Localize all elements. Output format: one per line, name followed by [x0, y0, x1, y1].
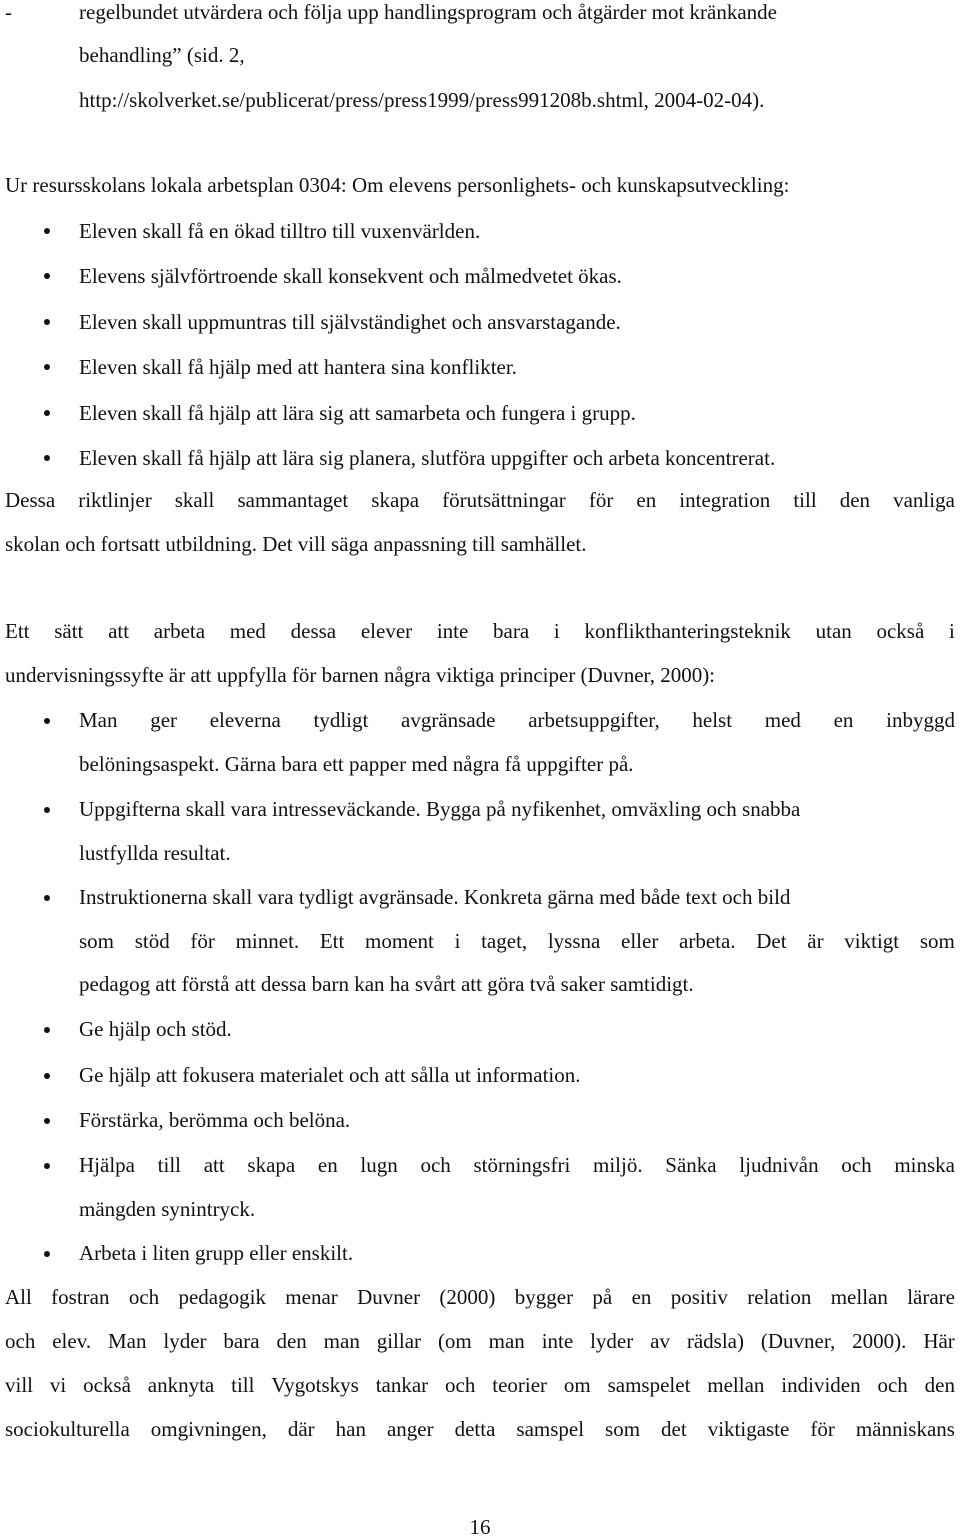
word: vill: [5, 1373, 34, 1397]
word: stöd: [134, 929, 170, 953]
justified-text: [79, 708, 955, 732]
word: gillar: [376, 1329, 422, 1353]
word: han: [335, 1417, 366, 1441]
word: för: [190, 929, 215, 953]
word: eller: [621, 929, 659, 953]
word: det: [661, 1417, 687, 1441]
word: lyder: [590, 1329, 634, 1353]
word: en: [631, 1285, 652, 1309]
word: elever: [360, 619, 413, 643]
word: 2000).: [852, 1329, 907, 1353]
word: som: [605, 1417, 641, 1441]
word: elev.: [52, 1329, 92, 1353]
list-item-line: pedagog att förstå att dessa barn kan ha svårt att göra två saker samtidigt.: [79, 972, 694, 996]
list-item-line: mängden synintryck.: [79, 1197, 256, 1221]
word: avgränsade: [401, 708, 496, 732]
bullet-icon: [44, 895, 50, 901]
word: till: [157, 1153, 182, 1177]
word: en: [636, 488, 657, 512]
word: för: [810, 1417, 835, 1441]
word: och: [5, 1329, 36, 1353]
list-item-line: Arbeta i liten grupp eller enskilt.: [79, 1241, 354, 1265]
list-item: Eleven skall få hjälp att lära sig att samarbeta och fungera i grupp.: [79, 401, 636, 425]
word: konflikthanteringsteknik: [584, 619, 791, 643]
justified-text: [5, 1417, 955, 1441]
word: (Duvner,: [760, 1329, 836, 1353]
word: Sänka: [665, 1153, 717, 1177]
word: helst: [692, 708, 733, 732]
word: förutsättningar: [442, 488, 566, 512]
word: mellan: [707, 1373, 765, 1397]
list-item: Eleven skall få hjälp med att hantera sina konflikter.: [79, 355, 517, 379]
bullet-icon: [44, 228, 50, 234]
word: den: [924, 1373, 955, 1397]
word: Man: [79, 708, 118, 732]
word: individen: [781, 1373, 861, 1397]
word: i: [454, 929, 461, 953]
word: mellan: [830, 1285, 888, 1309]
word: och: [841, 1153, 872, 1177]
word: lugn: [360, 1153, 398, 1177]
list-item: Eleven skall uppmuntras till självständighet och ansvarstagande.: [79, 310, 621, 334]
word: sätt: [54, 619, 84, 643]
text-line: regelbundet utvärdera och följa upp handlingsprogram och åtgärder mot kränkande: [79, 0, 777, 24]
word: tankar: [375, 1373, 429, 1397]
word: och: [420, 1153, 451, 1177]
justified-text: [79, 1153, 955, 1177]
justified-text: [79, 929, 955, 953]
word: Vygotskys: [271, 1373, 359, 1397]
paragraph-line: [5, 619, 955, 643]
word: av: [650, 1329, 670, 1353]
word: också: [83, 1373, 131, 1397]
word: ger: [150, 708, 178, 732]
list-item-line: [79, 708, 955, 732]
word: på: [592, 1285, 613, 1309]
word: relation: [747, 1285, 812, 1309]
list-item-line: [79, 1153, 955, 1177]
page-number: 16: [469, 1515, 491, 1539]
bullet-icon: [44, 319, 50, 325]
word: en: [317, 1153, 338, 1177]
word: Ett: [319, 929, 345, 953]
word: samspelet: [607, 1373, 691, 1397]
list-item-line: lustfyllda resultat.: [79, 841, 231, 865]
word: All: [5, 1285, 32, 1309]
list-item-line: belöningsaspekt. Gärna bara ett papper med några få uppgifter på.: [79, 752, 634, 776]
bullet-icon: [44, 718, 50, 724]
bullet-icon: [44, 1073, 50, 1079]
word: skapa: [247, 1153, 296, 1177]
bullet-icon: [44, 807, 50, 813]
list-item: Eleven skall få hjälp att lära sig planera, slutföra uppgifter och arbeta koncentrerat.: [79, 446, 776, 470]
word: i: [553, 619, 560, 643]
word: vi: [49, 1373, 67, 1397]
word: inbyggd: [886, 708, 955, 732]
word: störningsfri: [473, 1153, 571, 1177]
word: för: [588, 488, 614, 512]
word: och: [128, 1285, 160, 1309]
word: anger: [386, 1417, 434, 1441]
word: teorier: [492, 1373, 548, 1397]
word: arbeta.: [679, 929, 736, 953]
bullet-icon: [44, 1027, 50, 1033]
section-intro: Ur resursskolans lokala arbetsplan 0304: Om elevens personlighets- och kunskapsutveckling:: [5, 173, 790, 197]
word: (om: [437, 1329, 472, 1353]
word: den: [276, 1329, 307, 1353]
word: ljudnivån: [739, 1153, 819, 1177]
word: menar: [285, 1285, 338, 1309]
list-item-line: Ge hjälp och stöd.: [79, 1017, 232, 1041]
justified-text: [5, 488, 955, 512]
list-item: Elevens självförtroende skall konsekvent och målmedvetet ökas.: [79, 264, 622, 288]
dash-marker: -: [5, 0, 12, 24]
word: att: [203, 1153, 225, 1177]
bullet-icon: [44, 1251, 50, 1257]
word: den: [839, 488, 871, 512]
word: miljö.: [592, 1153, 643, 1177]
word: utan: [815, 619, 852, 643]
list-item-line: Uppgifterna skall vara intresseväckande. Bygga på nyfikenhet, omväxling och snabba: [79, 797, 801, 821]
word: lärare: [907, 1285, 955, 1309]
word: inte: [541, 1329, 574, 1353]
word: skapa: [371, 488, 420, 512]
justified-text: [5, 1285, 955, 1309]
word: Dessa: [5, 488, 56, 512]
paragraph-line: [5, 1373, 955, 1397]
word: människans: [855, 1417, 955, 1441]
word: lyssna: [547, 929, 601, 953]
word: Här: [923, 1329, 955, 1353]
justified-text: [5, 1329, 955, 1353]
word: viktigt: [844, 929, 900, 953]
word: Man: [107, 1329, 147, 1353]
word: minnet.: [235, 929, 300, 953]
word: integration: [679, 488, 771, 512]
word: också: [876, 619, 925, 643]
word: Duvner: [357, 1285, 421, 1309]
word: där: [287, 1417, 315, 1441]
word: viktigaste: [707, 1417, 790, 1441]
word: moment: [365, 929, 434, 953]
word: rädsla): [686, 1329, 744, 1353]
word: som: [919, 929, 955, 953]
word: lyder: [163, 1329, 207, 1353]
word: sociokulturella: [5, 1417, 130, 1441]
justified-text: [5, 619, 955, 643]
justified-text: [5, 1373, 955, 1397]
bullet-icon: [44, 1163, 50, 1169]
word: till: [231, 1373, 255, 1397]
word: sammantaget: [237, 488, 349, 512]
word: att: [108, 619, 130, 643]
word: dessa: [290, 619, 337, 643]
word: i: [949, 619, 955, 643]
word: med: [764, 708, 801, 732]
word: och: [445, 1373, 476, 1397]
word: Hjälpa: [79, 1153, 135, 1177]
word: arbetsuppgifter,: [528, 708, 660, 732]
word: bygger: [514, 1285, 574, 1309]
word: tydligt: [313, 708, 369, 732]
word: omgivningen,: [150, 1417, 267, 1441]
word: är: [807, 929, 824, 953]
paragraph-line: undervisningssyfte är att uppfylla för barnen några viktiga principer (Duvner, 2000):: [5, 663, 716, 687]
word: om: [563, 1373, 591, 1397]
word: positiv: [670, 1285, 728, 1309]
paragraph-line: skolan och fortsatt utbildning. Det vill säga anpassning till samhället.: [5, 532, 587, 556]
word: Det: [756, 929, 787, 953]
paragraph-line: [5, 488, 955, 512]
bullet-icon: [44, 455, 50, 461]
word: vanliga: [893, 488, 955, 512]
word: bara: [223, 1329, 260, 1353]
word: samspel: [516, 1417, 585, 1441]
list-item-line: [79, 929, 955, 953]
word: fostran: [51, 1285, 110, 1309]
paragraph-line: [5, 1417, 955, 1441]
word: Ett: [5, 619, 30, 643]
word: detta: [454, 1417, 496, 1441]
word: inte: [436, 619, 469, 643]
word: som: [79, 929, 115, 953]
list-item-line: Instruktionerna skall vara tydligt avgränsade. Konkreta gärna med både text och bild: [79, 885, 791, 909]
word: pedagogik: [178, 1285, 266, 1309]
word: arbeta: [153, 619, 206, 643]
word: och: [877, 1373, 908, 1397]
word: skall: [174, 488, 215, 512]
paragraph-line: [5, 1285, 955, 1309]
word: bara: [493, 619, 530, 643]
link-text: http://skolverket.se/publicerat/press/press1999/press991208b.shtml, 2004-02-04).: [79, 88, 765, 112]
word: till: [793, 488, 817, 512]
word: en: [833, 708, 854, 732]
list-item-line: Ge hjälp att fokusera materialet och att sålla ut information.: [79, 1063, 581, 1087]
bullet-icon: [44, 410, 50, 416]
list-item: Eleven skall få en ökad tilltro till vuxenvärlden.: [79, 219, 481, 243]
word: anknyta: [147, 1373, 215, 1397]
word: taget,: [481, 929, 528, 953]
word: man: [488, 1329, 525, 1353]
text-line: behandling” (sid. 2,: [79, 43, 245, 67]
word: minska: [894, 1153, 955, 1177]
word: riktlinjer: [78, 488, 152, 512]
word: man: [323, 1329, 360, 1353]
bullet-icon: [44, 1118, 50, 1124]
paragraph-line: [5, 1329, 955, 1353]
word: eleverna: [209, 708, 281, 732]
list-item-line: Förstärka, berömma och belöna.: [79, 1108, 351, 1132]
bullet-icon: [44, 364, 50, 370]
word: (2000): [439, 1285, 496, 1309]
bullet-icon: [44, 273, 50, 279]
word: med: [229, 619, 266, 643]
